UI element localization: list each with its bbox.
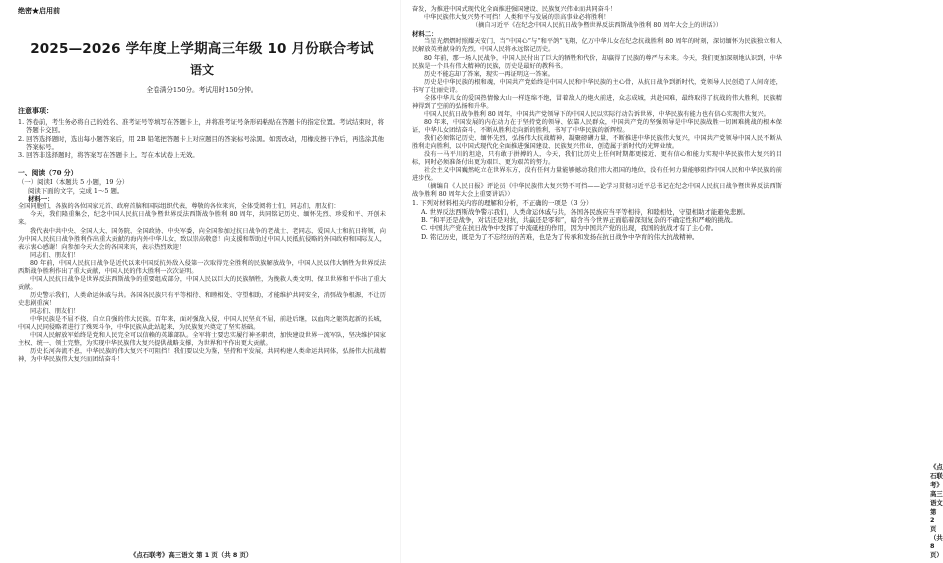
material-label: 材料一： [28, 195, 54, 204]
page-one [0, 0, 400, 563]
paragraph: 当星光熠熠时照耀天安门，当“中国心”与“和平鸽”飞翔，亿万中华儿女在纪念抗战胜利 80 周年的时刻，深切缅怀为民族独立和人民解放英勇献身的先烈，中国人民将永远铭记历史。 [412, 38, 782, 54]
paragraph: 全国同胞们，各族的各位国家元首、政府首脑和国际组织代表，尊敬的各位来宾，全体受阅将士们，同志们，朋友们： [18, 203, 340, 211]
paragraph: 历史不能忘却了答案，现实一再证明这一答案。 [424, 70, 554, 78]
paragraph: 80 年来，中国发展的内在动力在于坚持党的领导、依靠人民群众，中国共产党的坚强领导是中华民族战胜一切困难挑战的根本保证，中华儿女团结奋斗，不断从胜利走向新的胜利，书写了中华民族的新辉煌。 [412, 118, 782, 134]
notice-item: 2. 回答选择题时，选出每小题答案后，用 2B 铅笔把答题卡上对应题目的答案标号涂黑。如需改动，用橡皮擦干净后，再选涂其他答案标号。 [18, 134, 385, 151]
section-heading: 一、阅读（70 分） [18, 169, 78, 178]
paragraph: 中国人民解放军始终是党和人民完全可以信赖的英雄部队。全军将士要忠实履行神圣职责，加快建设世界一流军队，坚决维护国家主权、统一、领土完整，为实现中华民族伟大复兴提供战略支撑，为世界和平作出更大贡献。 [18, 332, 386, 348]
paragraph: 我们必须铭记历史、缅怀先烈，弘扬伟大抗战精神，凝聚磅礴力量，不断推进中华民族伟大复兴，中国共产党领导中国人民不断从胜利走向胜利，以中国式现代化全面推进强国建设、民族复兴伟业，创造属于新时代的光辉业绩。 [412, 135, 782, 151]
paragraph: 同志们、朋友们！ [30, 307, 80, 315]
option-b: B. “和平还是战争，对话还是对抗，共赢还是零和”，暗含当今世界正面临着深刻复杂的不确定性和严峻的挑战。 [421, 215, 737, 224]
paragraph: 80 年前，那一场人民战争，中国人民付出了巨大的牺牲和代价，却赢得了民族的尊严与未来。今天，我们更加深刻地认识到，中华民族是一个具有伟大精神的民族，历史是最好的教科书。 [412, 54, 782, 70]
page-footer: 《点石联考》高三语文 第 1 页（共 8 页） [130, 551, 253, 559]
page-footer: 《点石联考》高三语文 第 2 页（共 8 页） [930, 463, 943, 559]
paragraph: 没有一马平川的坦途，只有敢于拼搏的人，今天，我们比历史上任何时期都更接近、更有信心和能力实现中华民族伟大复兴的目标，同时必须准备付出更为艰巨、更为艰苦的努力。 [412, 151, 782, 167]
paragraph: 中国人民抗日战争胜利 80 周年，中国共产党领导下的中国人民以实际行动告诉世界，中华民族有能力也有信心实现伟大复兴。 [424, 110, 770, 118]
paragraph: 历史是中华民族的根和魂，中国共产党始终是中国人民和中华民族的主心骨，从抗日战争到新时代，党领导人民创造了人间奇迹，书写了壮丽史诗。 [412, 78, 782, 94]
paragraph: 我代表中共中央、全国人大、国务院、全国政协、中央军委，向全国参加过抗日战争的老战士、老同志，爱国人士和抗日将领，向为中国人民抗日战争胜利作出重大贡献的海内外中华儿女，致以崇高敬意！向支援和帮助过中国人民抵抗侵略的外国政府和国际友人，表示衷心感谢！向参加今天大会的各国来宾，表示热烈欢迎！ [18, 227, 386, 251]
notice-item: 3. 回答非选择题时，将答案写在答题卡上。写在本试卷上无效。 [18, 151, 199, 160]
paragraph: 全体中华儿女的爱国热情像大山一样连绵不绝，冒着敌人的炮火前进，众志成城，共赴国难，最终取得了抗战的伟大胜利，民族精神得到了空前的弘扬和升华。 [412, 94, 782, 110]
notice-heading: 注意事项： [18, 106, 53, 115]
option-a: A. 世界反法西斯战争警示我们，人类命运休戚与共，各国各民族应当平等相待，和睦相处，守望相助才能避免悲剧。 [421, 207, 750, 216]
paragraph: 中华民族伟大复兴势不可挡！人类和平与发展的崇高事业必将胜利！ [424, 14, 610, 22]
paragraph: 历史警示我们，人类命运休戚与共。各国各民族只有平等相待、和睦相处、守望相助，才能维护共同安全，消弭战争根源，不让历史悲剧重演！ [18, 291, 386, 307]
paragraph: 同志们、朋友们！ [30, 251, 80, 259]
material-label: 材料二： [412, 30, 438, 39]
source-citation: （摘编自《人民日报》评论员《中华民族伟大复兴势不可挡——论学习贯彻习近平总书记在纪念中国人民抗日战争暨世界反法西斯战争胜利 80 周年大会上重要讲话》） [412, 183, 782, 199]
paragraph: 社会主义中国巍然屹立在世界东方，没有任何力量能够撼动我们伟大祖国的地位，没有任何力量能够阻挡中国人民和中华民族的前进步伐。 [412, 167, 782, 183]
subsection-heading: （一）阅读Ⅰ（本题共 5 小题，19 分） [18, 178, 129, 187]
option-c: C. 中国共产党在抗日战争中发挥了中流砥柱的作用，因为中国共产党的出现，我国的抗战才有了主心骨。 [421, 224, 718, 233]
exam-title: 2025—2026 学年度上学期高三年级 10 月份联合考试 [30, 41, 374, 57]
paragraph: 今天，我们隆重集会，纪念中国人民抗日战争暨世界反法西斯战争胜利 80 周年，共同铭记历史、缅怀先烈、珍爱和平、开创未来。 [18, 211, 386, 227]
source-citation: （摘自习近平《在纪念中国人民抗日战争暨世界反法西斯战争胜利 80 周年大会上的讲话》） [471, 22, 723, 30]
secret-label: 绝密★启用前 [18, 6, 60, 15]
notice-item: 1. 答卷前，考生务必将自己的姓名、准考证号等填写在答题卡上，并将准考证号条形码粘贴在答题卡的指定位置。考试结束时，将答题卡交回。 [18, 118, 385, 135]
question-1: 1. 下列对材料相关内容的理解和分析，不正确的一项是（3 分） [412, 199, 593, 208]
option-d: D. 铭记历史，既是为了不忘经历的苦难，也是为了传承和发扬在抗日战争中孕育的伟大抗战精神。 [421, 232, 699, 241]
paragraph: 中国人民抗日战争是世界反法西斯战争的重要组成部分，中国人民以巨大的民族牺牲，为挽救人类文明、保卫世界和平作出了重大贡献。 [18, 275, 386, 291]
exam-meta: 全卷满分150分。考试用时150分钟。 [146, 86, 258, 94]
paragraph: 历史长河奔流不息，中华民族的伟大复兴不可阻挡！我们要以史为鉴，坚持和平发展，共同构建人类命运共同体，弘扬伟大抗战精神，为中华民族伟大复兴而团结奋斗！ [18, 348, 386, 364]
exam-subject: 语文 [189, 63, 214, 77]
paragraph: 中华民族是不屈不挠、自立自强的伟大民族。百年来，面对强敌入侵，中国人民坚贞不屈，前赴后继，以血肉之躯筑起新的长城，中国人民同侵略者进行了殊死斗争，中华民族从此站起来，为民族复兴奠定了坚实基础。 [18, 316, 386, 332]
paragraph: 奋发，为推进中国式现代化全面推进强国建设、民族复兴伟业而共同奋斗！ [412, 6, 617, 13]
paragraph: 80 年前，中国人民抗日战争是近代以来中国反抗外敌入侵第一次取得完全胜利的民族解放战争，中国人民以伟大牺牲为世界反法西斯战争胜利作出了重大贡献，中国人民的伟大胜利一次次证明。 [18, 259, 386, 275]
page-two [400, 0, 943, 563]
subsection-instruction: 阅读下面的文字，完成 1～5 题。 [28, 186, 124, 195]
